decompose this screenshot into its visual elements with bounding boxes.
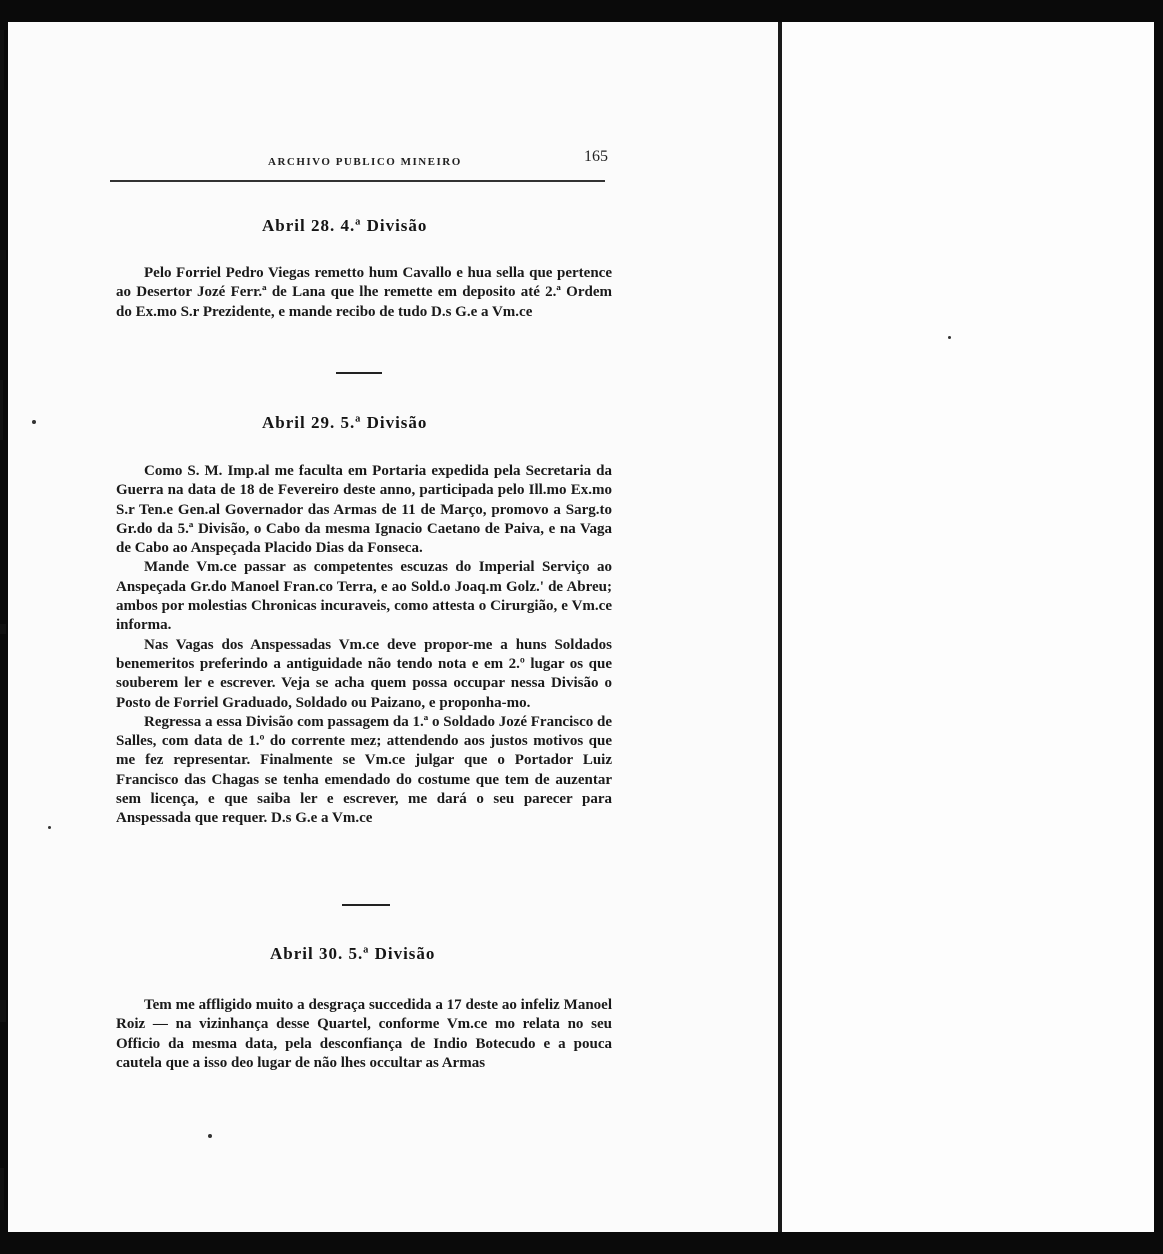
section-separator <box>342 904 390 906</box>
page-header <box>110 140 608 180</box>
paragraph: Nas Vagas dos Anspessadas Vm.ce deve propor-me a huns Soldados benemeritos preferindo a antiguidade não tendo nota e em 2.º lugar os que souberem ler e escrever. Veja se acha quem possa occupar nessa Divisão o Posto de Forriel Graduado, Soldado ou Paizano, e proponha-mo. <box>116 636 612 711</box>
entry-heading: Abril 30. 5.ª Divisão <box>270 944 436 963</box>
scan-edge-mark <box>0 624 6 634</box>
running-title: ARCHIVO PUBLICO MINEIRO <box>268 156 462 168</box>
paragraph: Tem me affligido muito a desgraça succedida a 17 deste ao infeliz Manoel Roiz — na vizinhança desse Quartel, conforme Vm.ce mo relata no seu Officio da mesma data, pela desconfiança de Indio Botecudo e a pouca cautela que a isso deo lugar de não lhes occultar as Armas <box>116 997 612 1071</box>
page-speck <box>32 420 36 424</box>
scan-edge-mark <box>0 1000 6 1022</box>
scan-edge-mark <box>0 30 4 90</box>
entry-body <box>116 462 612 829</box>
entry-heading: Abril 29. 5.ª Divisão <box>262 413 428 432</box>
paragraph: Regressa a essa Divisão com passagem da 1.ª o Soldado Jozé Francisco de Salles, com data de 1.º do corrente mez; attendendo aos justos motivos que me fez representar. Finalmente se Vm.ce julgar que o Portador Luiz Francisco das Chagas se tenha emendado do costume que tem de auzentar sem licença, e que saiba ler e escrever, me dará o seu parecer para Anspessada que requer. D.s G.e a Vm.ce <box>116 713 612 827</box>
page-speck <box>48 826 51 829</box>
page-speck <box>208 1134 212 1138</box>
scan-edge-mark <box>0 1168 4 1210</box>
header-rule <box>110 180 605 182</box>
page-number: 165 <box>584 148 608 165</box>
entry-heading: Abril 28. 4.ª Divisão <box>262 216 428 235</box>
paragraph: Como S. M. Imp.al me faculta em Portaria expedida pela Secretaria da Guerra na data de 18 de Fevereiro deste anno, participada pelo Ill.mo Ex.mo S.r Ten.e Gen.al Governador das Armas de 11 de Março, promovo a Sarg.to Gr.do da 5.ª Divisão, o Cabo da mesma Ignacio Caetano de Paiva, e na Vaga de Cabo ao Anspeçada Placido Dias da Fonseca. <box>116 463 612 557</box>
paragraph: Pelo Forriel Pedro Viegas remetto hum Cavallo e hua sella que pertence ao Desertor Jozé Ferr.ª de Lana que lhe remette em deposito até 2.ª Ordem do Ex.mo S.r Prezidente, e mande recibo de tudo D.s G.e a Vm.ce <box>116 265 612 320</box>
paragraph: Mande Vm.ce passar as competentes escuzas do Imperial Serviço ao Anspeçada Gr.do Manoel Fran.co Terra, e ao Sold.o Joaq.m Golz.' de Abreu; ambos por molestias Chronicas incuraveis, como attesta o Cirurgião, e Vm.ce informa. <box>116 559 612 634</box>
section-separator <box>336 372 382 374</box>
right-page-blank <box>782 22 1154 1232</box>
scan-edge-mark <box>0 380 3 440</box>
entry-body <box>116 264 612 322</box>
entry-body <box>116 996 612 1073</box>
page-speck <box>948 336 951 339</box>
scan-edge-mark <box>0 250 6 260</box>
